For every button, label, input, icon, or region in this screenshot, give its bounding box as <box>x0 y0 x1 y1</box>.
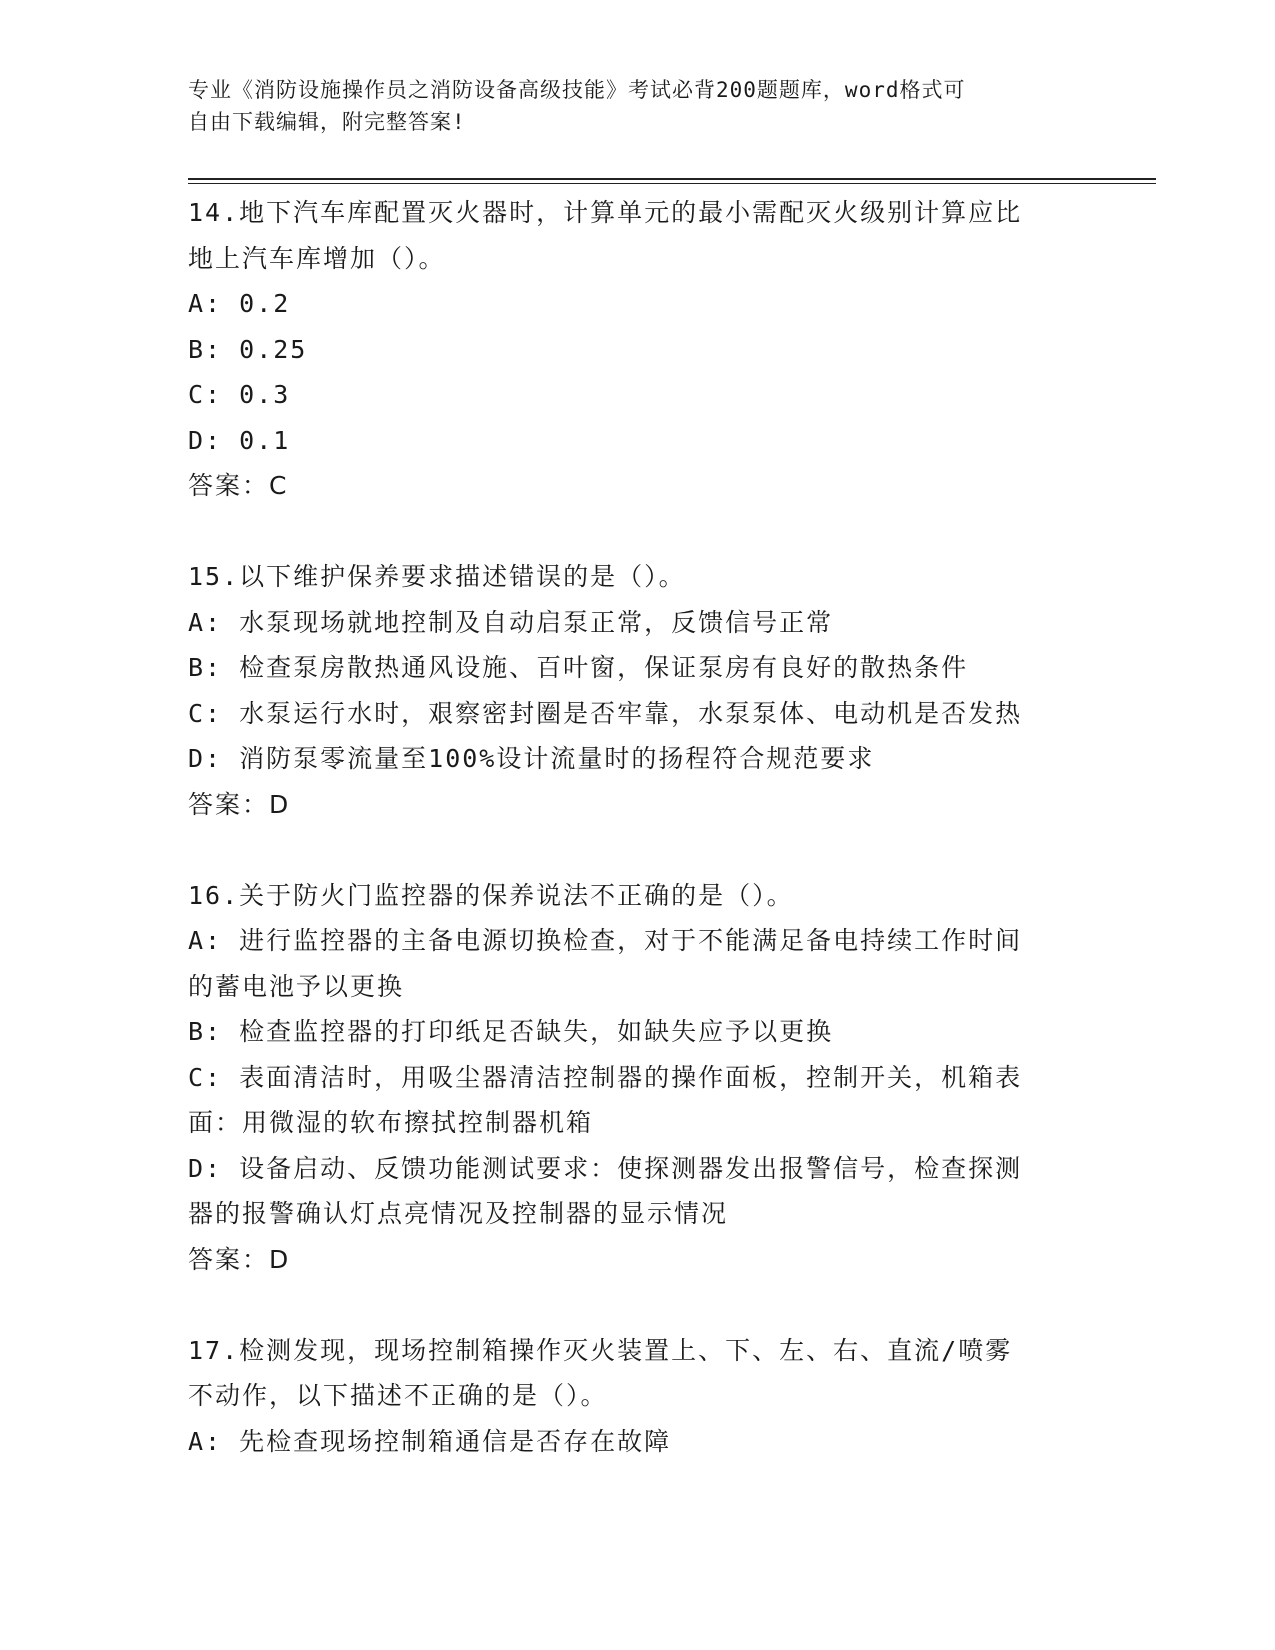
option-d: D: 设备启动、反馈功能测试要求：使探测器发出报警信号，检查探测 <box>188 1153 1023 1183</box>
option-a: A: 先检查现场控制箱通信是否存在故障 <box>188 1426 672 1456</box>
option-d-cont: 器的报警确认灯点亮情况及控制器的显示情况 <box>188 1199 729 1228</box>
question-stem-cont: 地上汽车库增加（）。 <box>188 243 446 273</box>
answer-line: 答案：D <box>188 1244 291 1274</box>
option-a: A: 进行监控器的主备电源切换检查，对于不能满足备电持续工作时间 <box>188 926 1023 955</box>
question-stem-cont: 不动作，以下描述不正确的是（）。 <box>188 1381 608 1410</box>
option-c: C: 表面清洁时，用吸尘器清洁控制器的操作面板，控制开关，机箱表 <box>188 1062 1023 1092</box>
option-c: C: 0.3 <box>188 380 291 409</box>
question-stem: 15.以下维护保养要求描述错误的是（）。 <box>188 562 686 591</box>
option-c: C: 水泵运行水时，艰察密封圈是否牢靠，水泵泵体、电动机是否发热 <box>188 698 1023 728</box>
option-a-cont: 的蓄电池予以更换 <box>188 971 405 1001</box>
question-16 <box>188 873 1068 1283</box>
question-list <box>188 190 1068 1464</box>
question-15 <box>188 554 1068 827</box>
option-a: A: 水泵现场就地控制及自动启泵正常，反馈信号正常 <box>188 607 834 637</box>
question-stem: 14.地下汽车库配置灭火器时，计算单元的最小需配灭火级别计算应比 <box>188 198 1023 227</box>
option-d: D: 消防泵零流量至100%设计流量时的扬程符合规范要求 <box>188 744 875 773</box>
answer-line: 答案：D <box>188 789 291 819</box>
spacer <box>188 1282 1068 1328</box>
answer-line: 答案：C <box>188 471 289 500</box>
header-line-2: 自由下载编辑，附完整答案! <box>188 110 466 134</box>
option-d: D: 0.1 <box>188 425 291 455</box>
option-b: B: 检查监控器的打印纸足否缺失，如缺失应予以更换 <box>188 1017 834 1046</box>
question-17 <box>188 1328 1068 1465</box>
spacer <box>188 827 1068 873</box>
option-b: B: 0.25 <box>188 334 308 364</box>
header-line-1: 专业《消防设施操作员之消防设备高级技能》考试必背200题题库，word格式可 <box>188 78 966 102</box>
question-stem: 16.关于防火门监控器的保养说法不正确的是（）。 <box>188 880 794 910</box>
header-divider-thick <box>188 178 1156 180</box>
option-b: B: 检查泵房散热通风设施、百叶窗，保证泵房有良好的散热条件 <box>188 653 969 682</box>
header-divider-thin <box>188 183 1156 184</box>
question-stem: 17.检测发现，现场控制箱操作灭火装置上、下、左、右、直流/喷雾 <box>188 1335 1013 1365</box>
option-a: A: 0.2 <box>188 289 291 318</box>
spacer <box>188 509 1068 555</box>
document-header <box>188 74 1068 138</box>
option-c-cont: 面：用微湿的软布擦拭控制器机箱 <box>188 1108 594 1137</box>
question-14 <box>188 190 1068 509</box>
